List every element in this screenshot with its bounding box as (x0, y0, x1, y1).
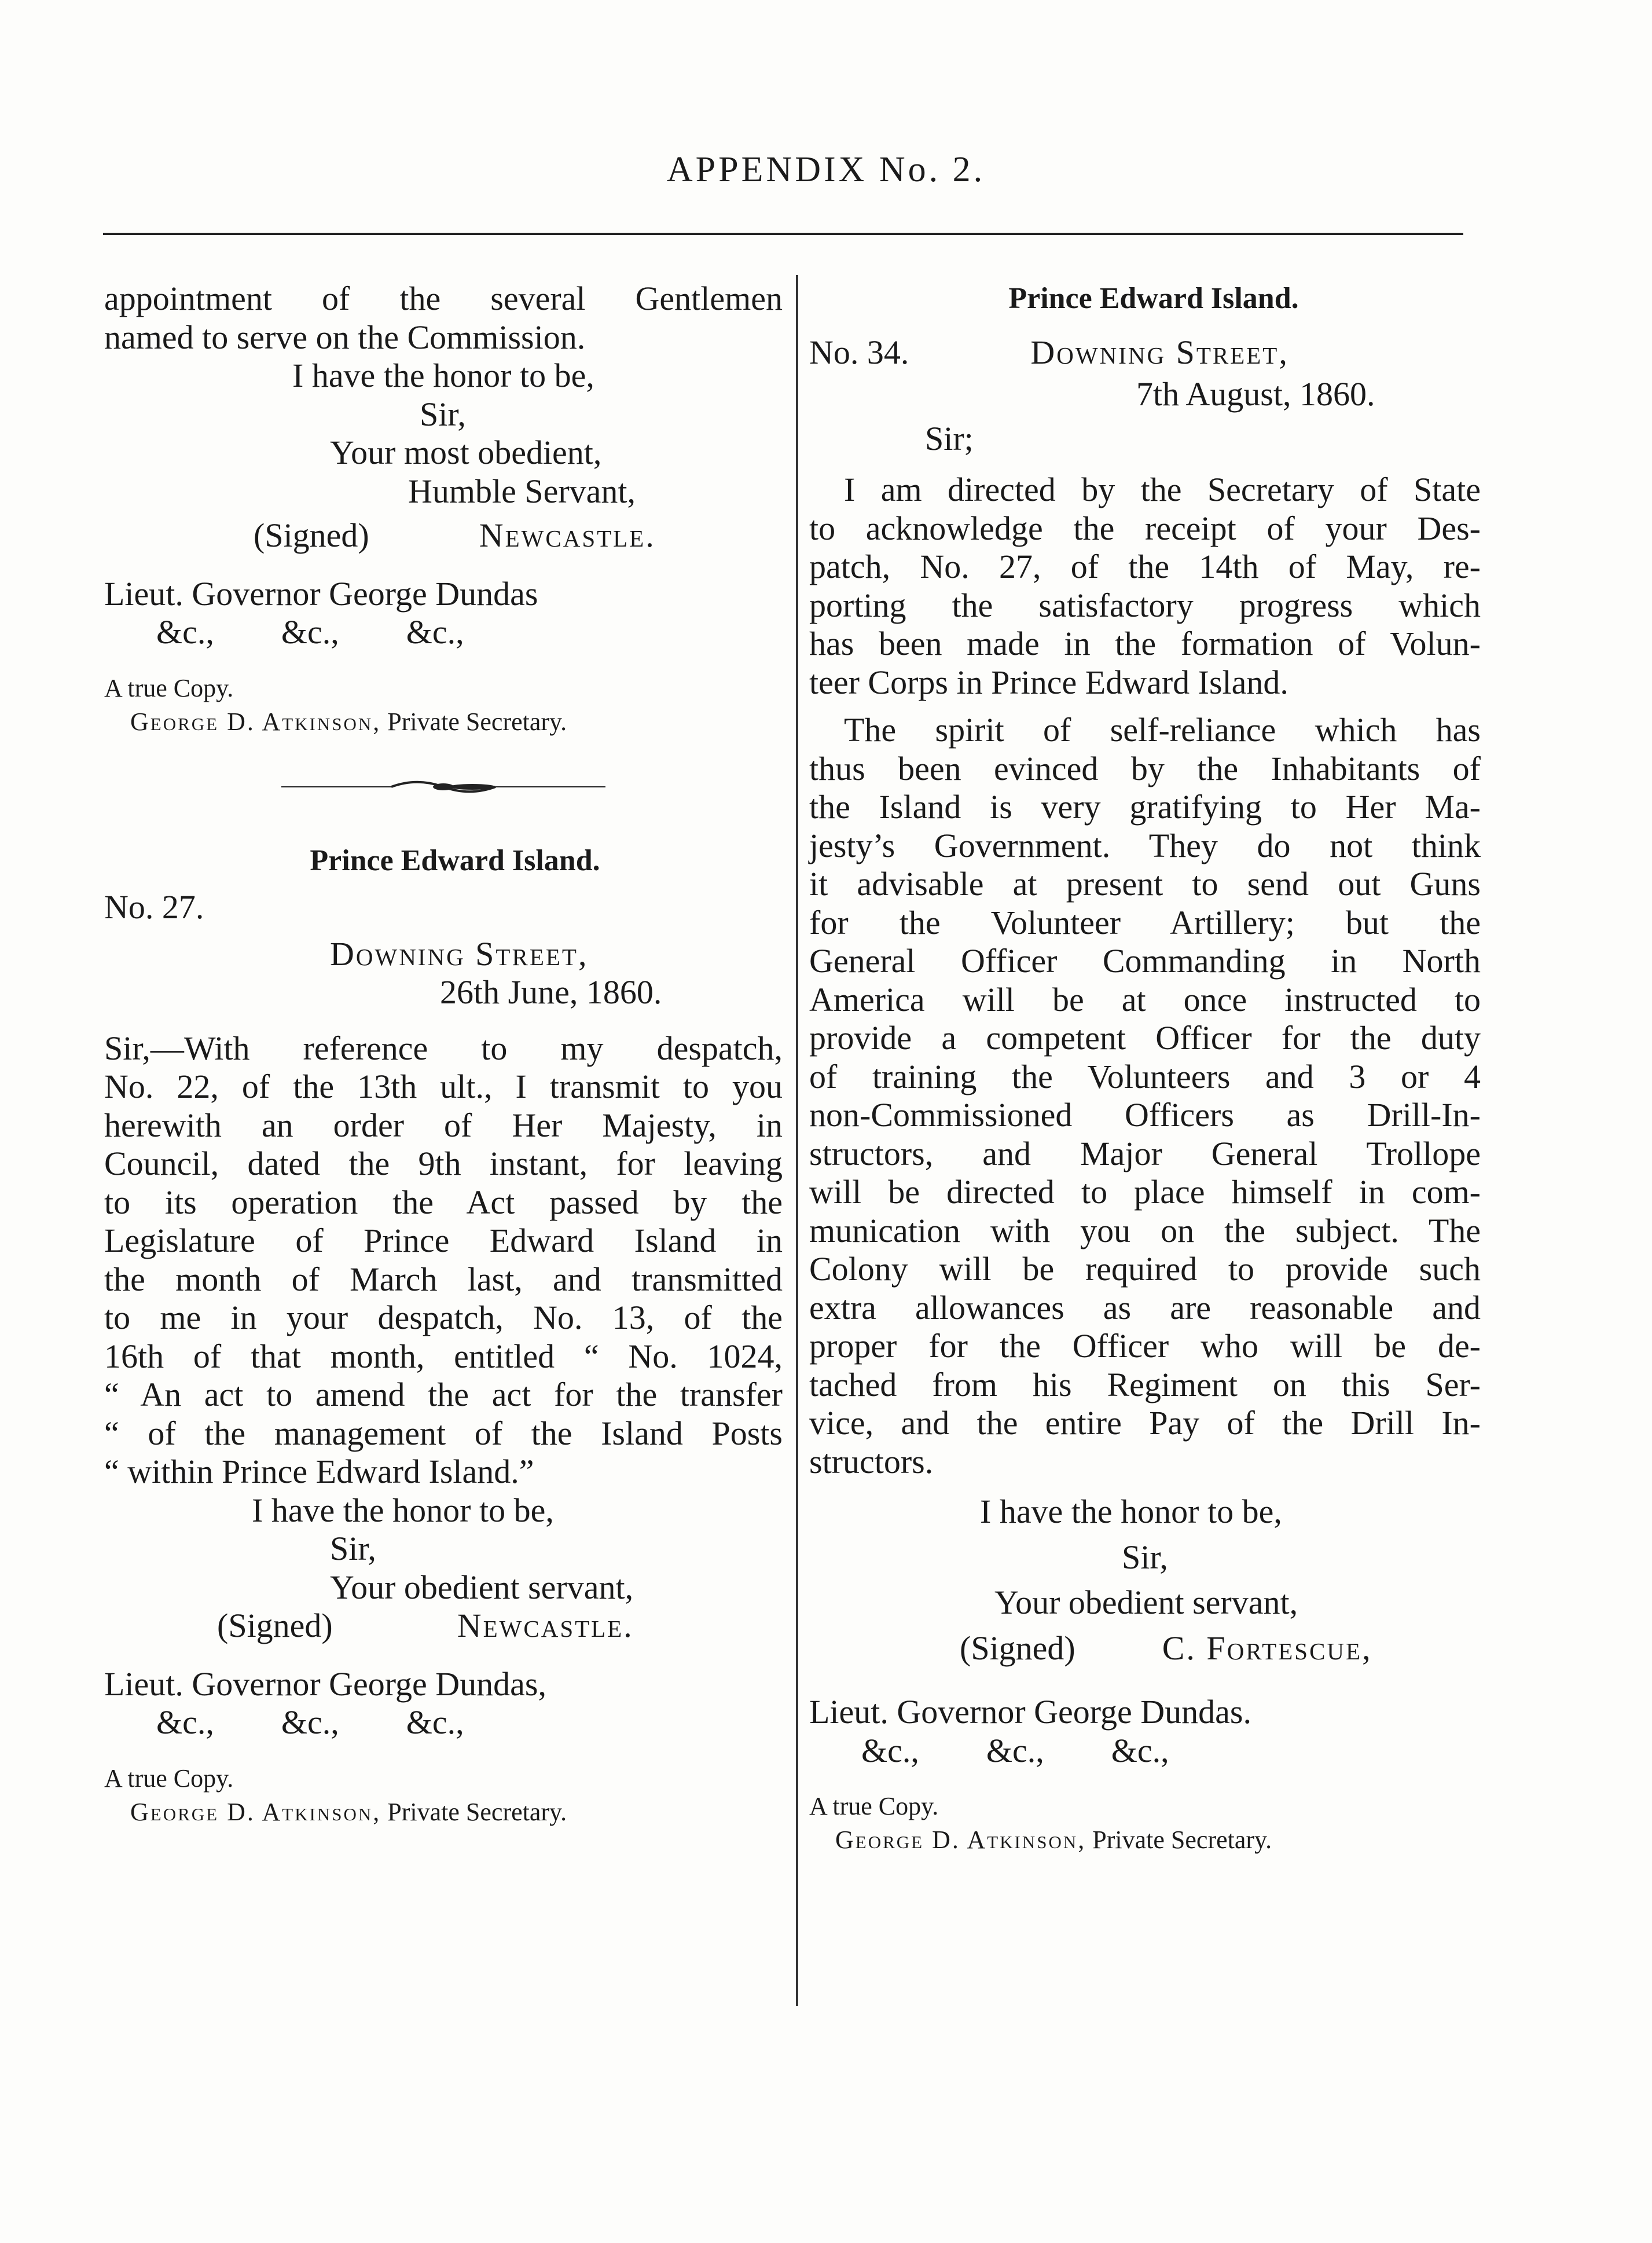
secretary-line (104, 1795, 783, 1829)
closing-line: Humble Servant, (408, 472, 636, 510)
signer-name: C. Fortescue, (1162, 1629, 1372, 1667)
text-line: herewith an order of Her Majesty, in (104, 1106, 783, 1144)
text-line: porting the satisfactory progress which (809, 586, 1481, 624)
closing-line: Sir, (1122, 1538, 1168, 1576)
secretary-name: George D. Atkinson, (130, 707, 381, 736)
text-line: Legislature of Prince Edward Island in (104, 1222, 783, 1259)
date-line: 26th June, 1860. (440, 973, 662, 1011)
text-line: has been made in the formation of Volun- (809, 625, 1481, 662)
street-line: Downing Street, (330, 934, 589, 973)
text-line: to its operation the Act passed by the (104, 1183, 783, 1221)
date-line: 7th August, 1860. (1136, 375, 1375, 413)
closing-line: Sir, (420, 395, 466, 433)
signed-label: (Signed) (254, 516, 369, 554)
paragraph (809, 711, 1481, 1481)
addressee-block (809, 1693, 1481, 1770)
right-column (809, 280, 1481, 1857)
text-line: structors. (809, 1442, 934, 1480)
text-line: of training the Volunteers and 3 or 4 (809, 1057, 1481, 1095)
text-line: “ An act to amend the act for the transfer (104, 1376, 783, 1413)
text-line: No. 22, of the 13th ult., I transmit to you (104, 1068, 783, 1105)
secretary-line (104, 705, 783, 739)
closing-line: I have the honor to be, (980, 1493, 1282, 1530)
signer-name: Newcastle. (479, 516, 656, 554)
text-line: named to serve on the Commission. (104, 318, 586, 356)
text-line: it advisable at present to send out Guns (809, 865, 1481, 903)
true-copy-label: A true Copy. (809, 1792, 939, 1820)
addressee-etc: &c., &c., &c., (861, 1731, 1169, 1769)
text-line: “ within Prince Edward Island.” (104, 1453, 534, 1490)
text-line: thus been evinced by the Inhabitants of (809, 749, 1481, 787)
closing-block (809, 1493, 1481, 1667)
text-line: extra allowances as are reasonable and (809, 1288, 1481, 1326)
true-copy-block (104, 1762, 783, 1829)
place-heading: Prince Edward Island. (1008, 282, 1299, 315)
despatch-number-line (809, 333, 1481, 372)
text-line: will be directed to place himself in com- (809, 1173, 1481, 1211)
secretary-role: Private Secretary. (387, 707, 567, 736)
signer-name: Newcastle. (457, 1607, 634, 1644)
closing-line: Your obedient servant, (330, 1568, 634, 1606)
closing-line: Sir, (330, 1530, 376, 1567)
header-rule (103, 233, 1463, 235)
left-column (104, 280, 783, 1829)
secretary-name: George D. Atkinson, (130, 1797, 381, 1826)
text-line: proper for the Officer who will be de- (809, 1327, 1481, 1365)
closing-line: Your most obedient, (330, 434, 602, 471)
closing-line: I have the honor to be, (292, 357, 594, 394)
text-line: to me in your despatch, No. 13, of the (104, 1299, 783, 1336)
closing-block (104, 1491, 783, 1645)
closing-line: I have the honor to be, (252, 1491, 554, 1529)
addressee-etc: &c., &c., &c., (156, 613, 464, 651)
true-copy-block (809, 1790, 1481, 1857)
continuation-paragraph (104, 280, 783, 357)
text-line: provide a competent Officer for the duty (809, 1019, 1481, 1057)
addressee-name: Lieut. Governor George Dundas, (104, 1665, 546, 1703)
signed-label: (Signed) (217, 1607, 333, 1644)
despatch-body (104, 1029, 783, 1491)
addressee-name: Lieut. Governor George Dundas (104, 574, 538, 613)
true-copy-block (104, 672, 783, 739)
column-divider (796, 275, 798, 2006)
street-line: Downing Street, (1030, 333, 1289, 371)
page-title: APPENDIX No. 2. (666, 150, 986, 189)
addressee-block (104, 575, 783, 652)
paragraph (809, 471, 1481, 702)
text-line: Council, dated the 9th instant, for leaving (104, 1145, 783, 1182)
text-line: “ of the management of the Island Posts (104, 1414, 783, 1452)
secretary-role: Private Secretary. (1092, 1826, 1272, 1854)
salutation: Sir; (925, 419, 974, 457)
text-line: for the Volunteer Artillery; but the (809, 903, 1481, 941)
text-line: tached from his Regiment on this Ser- (809, 1365, 1481, 1403)
addressee-etc: &c., &c., &c., (156, 1703, 464, 1741)
closing-block (104, 357, 783, 555)
secretary-role: Private Secretary. (387, 1797, 567, 1826)
text-line: Sir,—With reference to my despatch, (104, 1029, 783, 1067)
true-copy-label: A true Copy. (104, 1764, 234, 1793)
text-line: teer Corps in Prince Edward Island. (809, 663, 1288, 701)
secretary-line (809, 1823, 1481, 1857)
text-line: General Officer Commanding in North (809, 942, 1481, 980)
secretary-name: George D. Atkinson, (835, 1826, 1086, 1854)
text-line: the month of March last, and transmitted (104, 1260, 783, 1298)
text-line: vice, and the entire Pay of the Drill In- (809, 1404, 1481, 1442)
signature-line (809, 1629, 1481, 1668)
addressee-block (104, 1665, 783, 1742)
text-line: the Island is very gratifying to Her Ma- (809, 788, 1481, 826)
despatch-number: No. 34. (809, 333, 909, 371)
text-line: The spirit of self-reliance which has (844, 711, 1481, 749)
despatch-number: No. 27. (104, 888, 204, 926)
signature-line (104, 1607, 783, 1645)
signature-line (104, 516, 783, 555)
text-line: America will be at once instructed to (809, 980, 1481, 1018)
text-line: non-Commissioned Officers as Drill-In- (809, 1096, 1481, 1134)
addressee-name: Lieut. Governor George Dundas. (809, 1693, 1251, 1731)
text-line: structors, and Major General Trollope (809, 1134, 1481, 1172)
text-line: appointment of the several Gentlemen (104, 280, 783, 317)
text-line: Colony will be required to provide such (809, 1250, 1481, 1288)
text-line: to acknowledge the receipt of your Des- (809, 509, 1481, 547)
text-line: patch, No. 27, of the 14th of May, re- (809, 548, 1481, 585)
true-copy-label: A true Copy. (104, 673, 234, 702)
text-line: jesty’s Government. They do not think (809, 826, 1481, 864)
text-line: 16th of that month, entitled “ No. 1024, (104, 1337, 783, 1375)
signed-label: (Signed) (960, 1629, 1075, 1667)
text-line: munication with you on the subject. The (809, 1211, 1481, 1249)
ornament-divider (281, 778, 605, 796)
place-heading: Prince Edward Island. (310, 844, 600, 877)
closing-line: Your obedient servant, (994, 1584, 1298, 1621)
text-line: I am directed by the Secretary of State (844, 471, 1481, 508)
